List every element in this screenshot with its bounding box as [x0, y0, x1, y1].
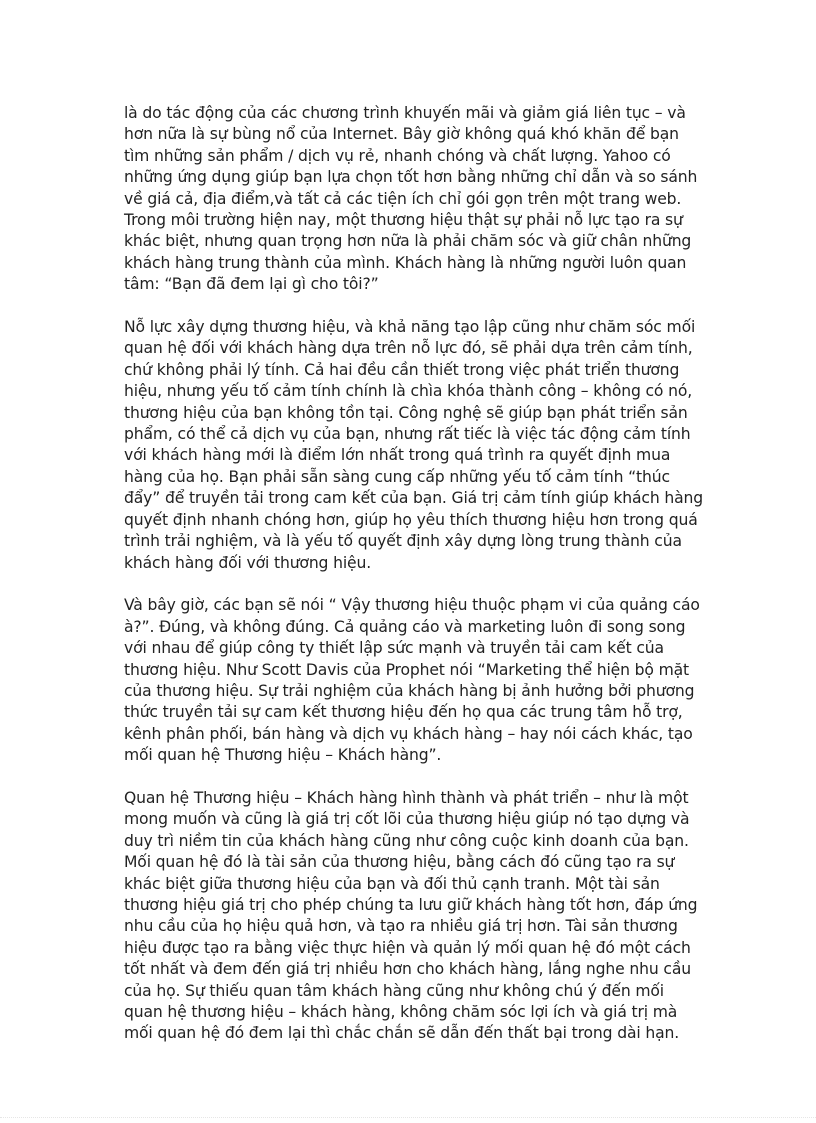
document-body — [124, 103, 704, 1066]
paragraph-1: là do tác động của các chương trình khuyến mãi và giảm giá liên tục – và hơn nữa là sự bùng nổ của Internet. Bây giờ không quá khó khăn để bạn tìm những sản phẩm / dịch vụ rẻ, nhanh chóng và chất lượng. Yahoo có những ứng dụng giúp bạn lựa chọn tốt hơn bằng những chỉ dẫn và so sánh về giá cả, địa điểm,và tất cả các tiện ích chỉ gói gọn trên một trang web. Trong môi trường hiện nay, một thương hiệu thật sự phải nỗ lực tạo ra sự khác biệt, nhưng quan trọng hơn nữa là phải chăm sóc và giữ chân những khách hàng trung thành của mình. Khách hàng là những người luôn quan tâm: “Bạn đã đem lại gì cho tôi?” — [124, 104, 698, 294]
paragraph-2: Nỗ lực xây dựng thương hiệu, và khả năng tạo lập cũng như chăm sóc mối quan hệ đối với khách hàng dựa trên nỗ lực đó, sẽ phải dựa trên cảm tính, chứ không phải lý tính. Cả hai đều cần thiết trong việc phát triển thương hiệu, nhưng yếu tố cảm tính chính là chìa khóa thành công – không có nó, thương hiệu của bạn không tồn tại. Công nghệ sẽ giúp bạn phát triển sản phẩm, có thể cả dịch vụ của bạn, nhưng rất tiếc là việc tác động cảm tính với khách hàng mới là điểm lớn nhất trong quá trình ra quyết định mua hàng của họ. Bạn phải sẵn sàng cung cấp những yếu tố cảm tính “thúc đẩy” để truyền tải trong cam kết của bạn. Giá trị cảm tính giúp khách hàng quyết định nhanh chóng hơn, giúp họ yêu thích thương hiệu hơn trong quá trình trải nghiệm, và là yếu tố quyết định xây dựng lòng trung thành của khách hàng đối với thương hiệu. — [124, 318, 704, 572]
page-bottom-divider — [0, 1117, 816, 1118]
paragraph-4: Quan hệ Thương hiệu – Khách hàng hình thành và phát triển – như là một mong muốn và cũng là giá trị cốt lõi của thương hiệu giúp nó tạo dựng và duy trì niềm tin của khách hàng cũng như công cuộc kinh doanh của bạn. Mối quan hệ đó là tài sản của thương hiệu, bằng cách đó cũng tạo ra sự khác biệt giữa thương hiệu của bạn và đối thủ cạnh tranh. Một tài sản thương hiệu giá trị cho phép chúng ta lưu giữ khách hàng tốt hơn, đáp ứng nhu cầu của họ hiệu quả hơn, và tạo ra nhiều giá trị hơn. Tài sản thương hiệu được tạo ra bằng việc thực hiện và quản lý mối quan hệ đó một cách tốt nhất và đem đến giá trị nhiều hơn cho khách hàng, lắng nghe nhu cầu của họ. Sự thiếu quan tâm khách hàng cũng như không chú ý đến mối quan hệ thương hiệu – khách hàng, không chăm sóc lợi ích và giá trị mà mối quan hệ đó đem lại thì chắc chắn sẽ dẫn đến thất bại trong dài hạn. — [124, 788, 698, 1043]
paragraph-3: Và bây giờ, các bạn sẽ nói “ Vậy thương hiệu thuộc phạm vi của quảng cáo à?”. Đúng, và không đúng. Cả quảng cáo và marketing luôn đi song song với nhau để giúp công ty thiết lập sức mạnh và truyền tải cam kết của thương hiệu. Như Scott Davis của Prophet nói “Marketing thể hiện bộ mặt của thương hiệu. Sự trải nghiệm của khách hàng bị ảnh hưởng bởi phương thức truyền tải sự cam kết thương hiệu đến họ qua các trung tâm hỗ trợ, kênh phân phối, bán hàng và dịch vụ khách hàng – hay nói cách khác, tạo mối quan hệ Thương hiệu – Khách hàng”. — [124, 596, 700, 765]
